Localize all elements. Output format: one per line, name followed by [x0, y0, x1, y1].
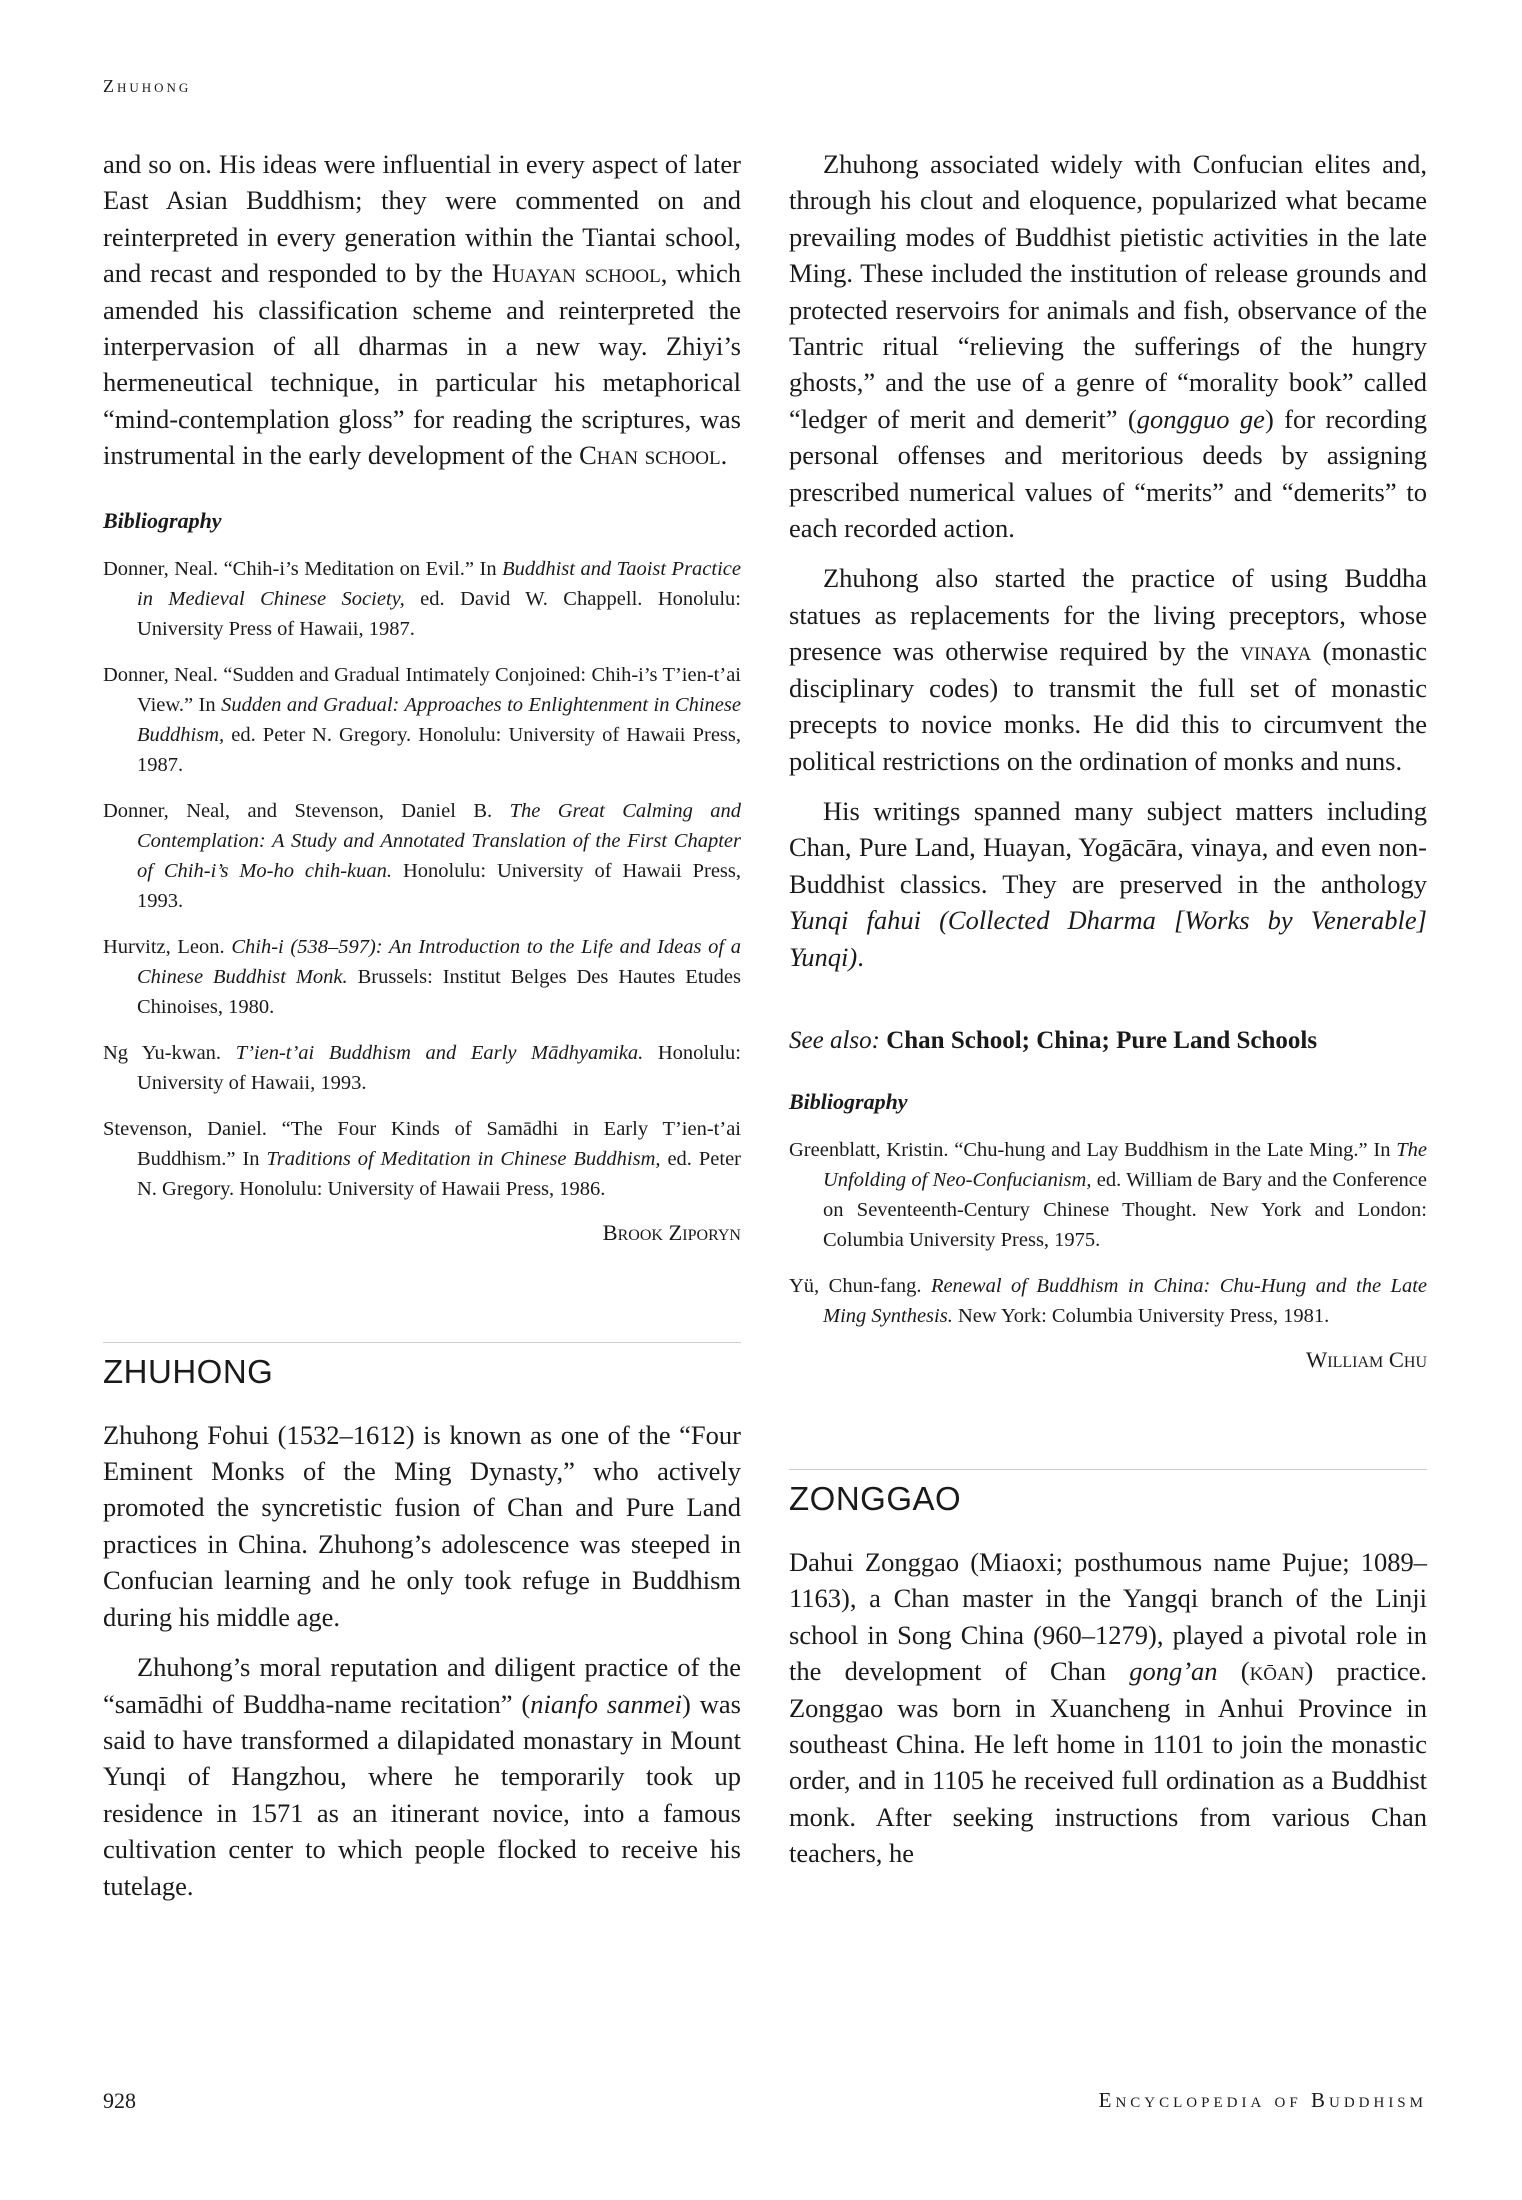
- author-signature: Brook Ziporyn: [602, 1219, 741, 1245]
- page-number: 928: [103, 2088, 136, 2113]
- bibliography-entry: Donner, Neal. “Chih-i’s Meditation on Evil.” In Buddhist and Taoist Practice in Medieval Chinese Society, ed. David W. Chappell. Honolulu: University Press of Hawaii, 1987.: [103, 557, 742, 640]
- zonggao-paragraph-1: Dahui Zonggao (Miaoxi; posthumous name Pujue; 1089–1163), a Chan master in the Yangqi branch of the Linji school in Song China (960–1279), played a pivotal role in the development of Chan gong’an (kōan) practice. Zonggao was born in Xuancheng in Anhui Province in southeast China. He left home in 1101 to join the monastic order, and in 1105 he received full ordination as a Buddhist monk. After seeking instructions from various Chan teachers, he: [789, 1546, 1427, 1869]
- bibliography-entry: Ng Yu-kwan. T’ien-t’ai Buddhism and Early Mādhyamika. Honolulu: University of Hawaii, 1993.: [103, 1041, 741, 1094]
- zhuhong-paragraph-3: Zhuhong associated widely with Confucian elites and, through his clout and eloquence, popularized what became prevailing modes of Buddhist pietistic activities in the late Ming. These included the institution of release grounds and protected reservoirs for animals and fish, observance of the Tantric ritual “relieving the sufferings of the hungry ghosts,” and the use of a genre of “morality book” called “ledger of merit and demerit” (gongguo ge) for recording personal offenses and meritorious deeds by assigning prescribed numerical values of “merits” and “demerits” to each recorded action.: [789, 149, 1427, 544]
- zhuhong-paragraph-2: Zhuhong’s moral reputation and diligent practice of the “samādhi of Buddha-name recitation” (nianfo sanmei) was said to have transformed a dilapidated monastary in Mount Yunqi of Hangzhou, where he temporarily took up residence in 1571 as an itinerant novice, into a famous cultivation center to which people flocked to receive his tutelage.: [103, 1652, 741, 1901]
- bibliography-entry: Hurvitz, Leon. Chih-i (538–597): An Introduction to the Life and Ideas of a Chinese Buddhist Monk. Brussels: Institut Belges Des Hautes Etudes Chinoises, 1980.: [103, 935, 741, 1018]
- bibliography-entry: Stevenson, Daniel. “The Four Kinds of Samādhi in Early T’ien-t’ai Buddhism.” In Traditions of Meditation in Chinese Buddhism, ed. Peter N. Gregory. Honolulu: University of Hawaii Press, 1986.: [103, 1117, 741, 1200]
- koan-link[interactable]: kōan: [1249, 1656, 1305, 1687]
- section-title-zonggao: ZONGGAO: [789, 1479, 962, 1517]
- section-divider: [789, 1469, 1427, 1470]
- book-title: Encyclopedia of Buddhism: [1098, 2088, 1427, 2112]
- section-divider: [103, 1342, 741, 1343]
- zhuhong-paragraph-1: Zhuhong Fohui (1532–1612) is known as one of the “Four Eminent Monks of the Ming Dynasty,” who actively promoted the syncretistic fusion of Chan and Pure Land practices in China. Zhuhong’s adolescence was steeped in Confucian learning and he only took refuge in Buddhism during his middle age.: [103, 1419, 741, 1632]
- zhuhong-paragraph-4: Zhuhong also started the practice of using Buddha statues as replacements for the living preceptors, whose presence was otherwise required by the vinaya (monastic disciplinary codes) to transmit the full set of monastic precepts to novice monks. He did this to circumvent the political restrictions on the ordination of monks and nuns.: [789, 563, 1427, 776]
- see-also-links[interactable]: Chan School; China; Pure Land Schools: [886, 1026, 1318, 1054]
- bibliography-entry: Donner, Neal. “Sudden and Gradual Intimately Conjoined: Chih-i’s T’ien-t’ai View.” In Sudden and Gradual: Approaches to Enlightenment in Chinese Buddhism, ed. Peter N. Gregory. Honolulu: University of Hawaii Press, 1987.: [103, 663, 741, 776]
- right-column: [789, 146, 1427, 1886]
- left-column: [103, 146, 741, 1918]
- see-also: See also: Chan School; China; Pure Land Schools: [789, 1026, 1318, 1054]
- vinaya-link[interactable]: vinaya: [1240, 636, 1312, 667]
- chan-school-link[interactable]: Chan school: [579, 440, 721, 471]
- bibliography-entry: Yü, Chun-fang. Renewal of Buddhism in China: Chu-Hung and the Late Ming Synthesis. New York: Columbia University Press, 1981.: [789, 1274, 1427, 1327]
- bibliography-entry: Greenblatt, Kristin. “Chu-hung and Lay Buddhism in the Late Ming.” In The Unfolding of Neo-Confucianism, ed. William de Bary and the Conference on Seventeenth-Century Chinese Thought. New York and London: Columbia University Press, 1975.: [789, 1138, 1428, 1251]
- running-head: Zhuhong: [103, 76, 192, 96]
- bibliography-entry: Donner, Neal, and Stevenson, Daniel B. The Great Calming and Contemplation: A Study and Annotated Translation of the First Chapter of Chih-i’s Mo-ho chih-kuan. Honolulu: University of Hawaii Press, 1993.: [103, 799, 742, 912]
- zhuhong-paragraph-5: His writings spanned many subject matters including Chan, Pure Land, Huayan, Yogācāra, vinaya, and even non-Buddhist classics. They are preserved in the anthology Yunqi fahui (Collected Dharma [Works by Venerable] Yunqi).: [789, 795, 1427, 972]
- huayan-school-link[interactable]: Huayan school: [491, 258, 661, 289]
- author-signature: William Chu: [1306, 1346, 1427, 1372]
- bibliography-heading: Bibliography: [789, 1088, 908, 1114]
- intro-paragraph: and so on. His ideas were influential in every aspect of later East Asian Buddhism; they were commented on and reinterpreted in every generation within the Tiantai school, and recast and responded to by the Huayan school, which amended his classification scheme and reinterpreted the interpervasion of all dharmas in a new way. Zhiyi’s hermeneutical technique, in particular his metaphorical “mind-contemplation gloss” for reading the scriptures, was instrumental in the early development of the Chan school.: [103, 149, 741, 471]
- section-title-zhuhong: ZHUHONG: [103, 1352, 274, 1390]
- bibliography-heading: Bibliography: [103, 507, 222, 533]
